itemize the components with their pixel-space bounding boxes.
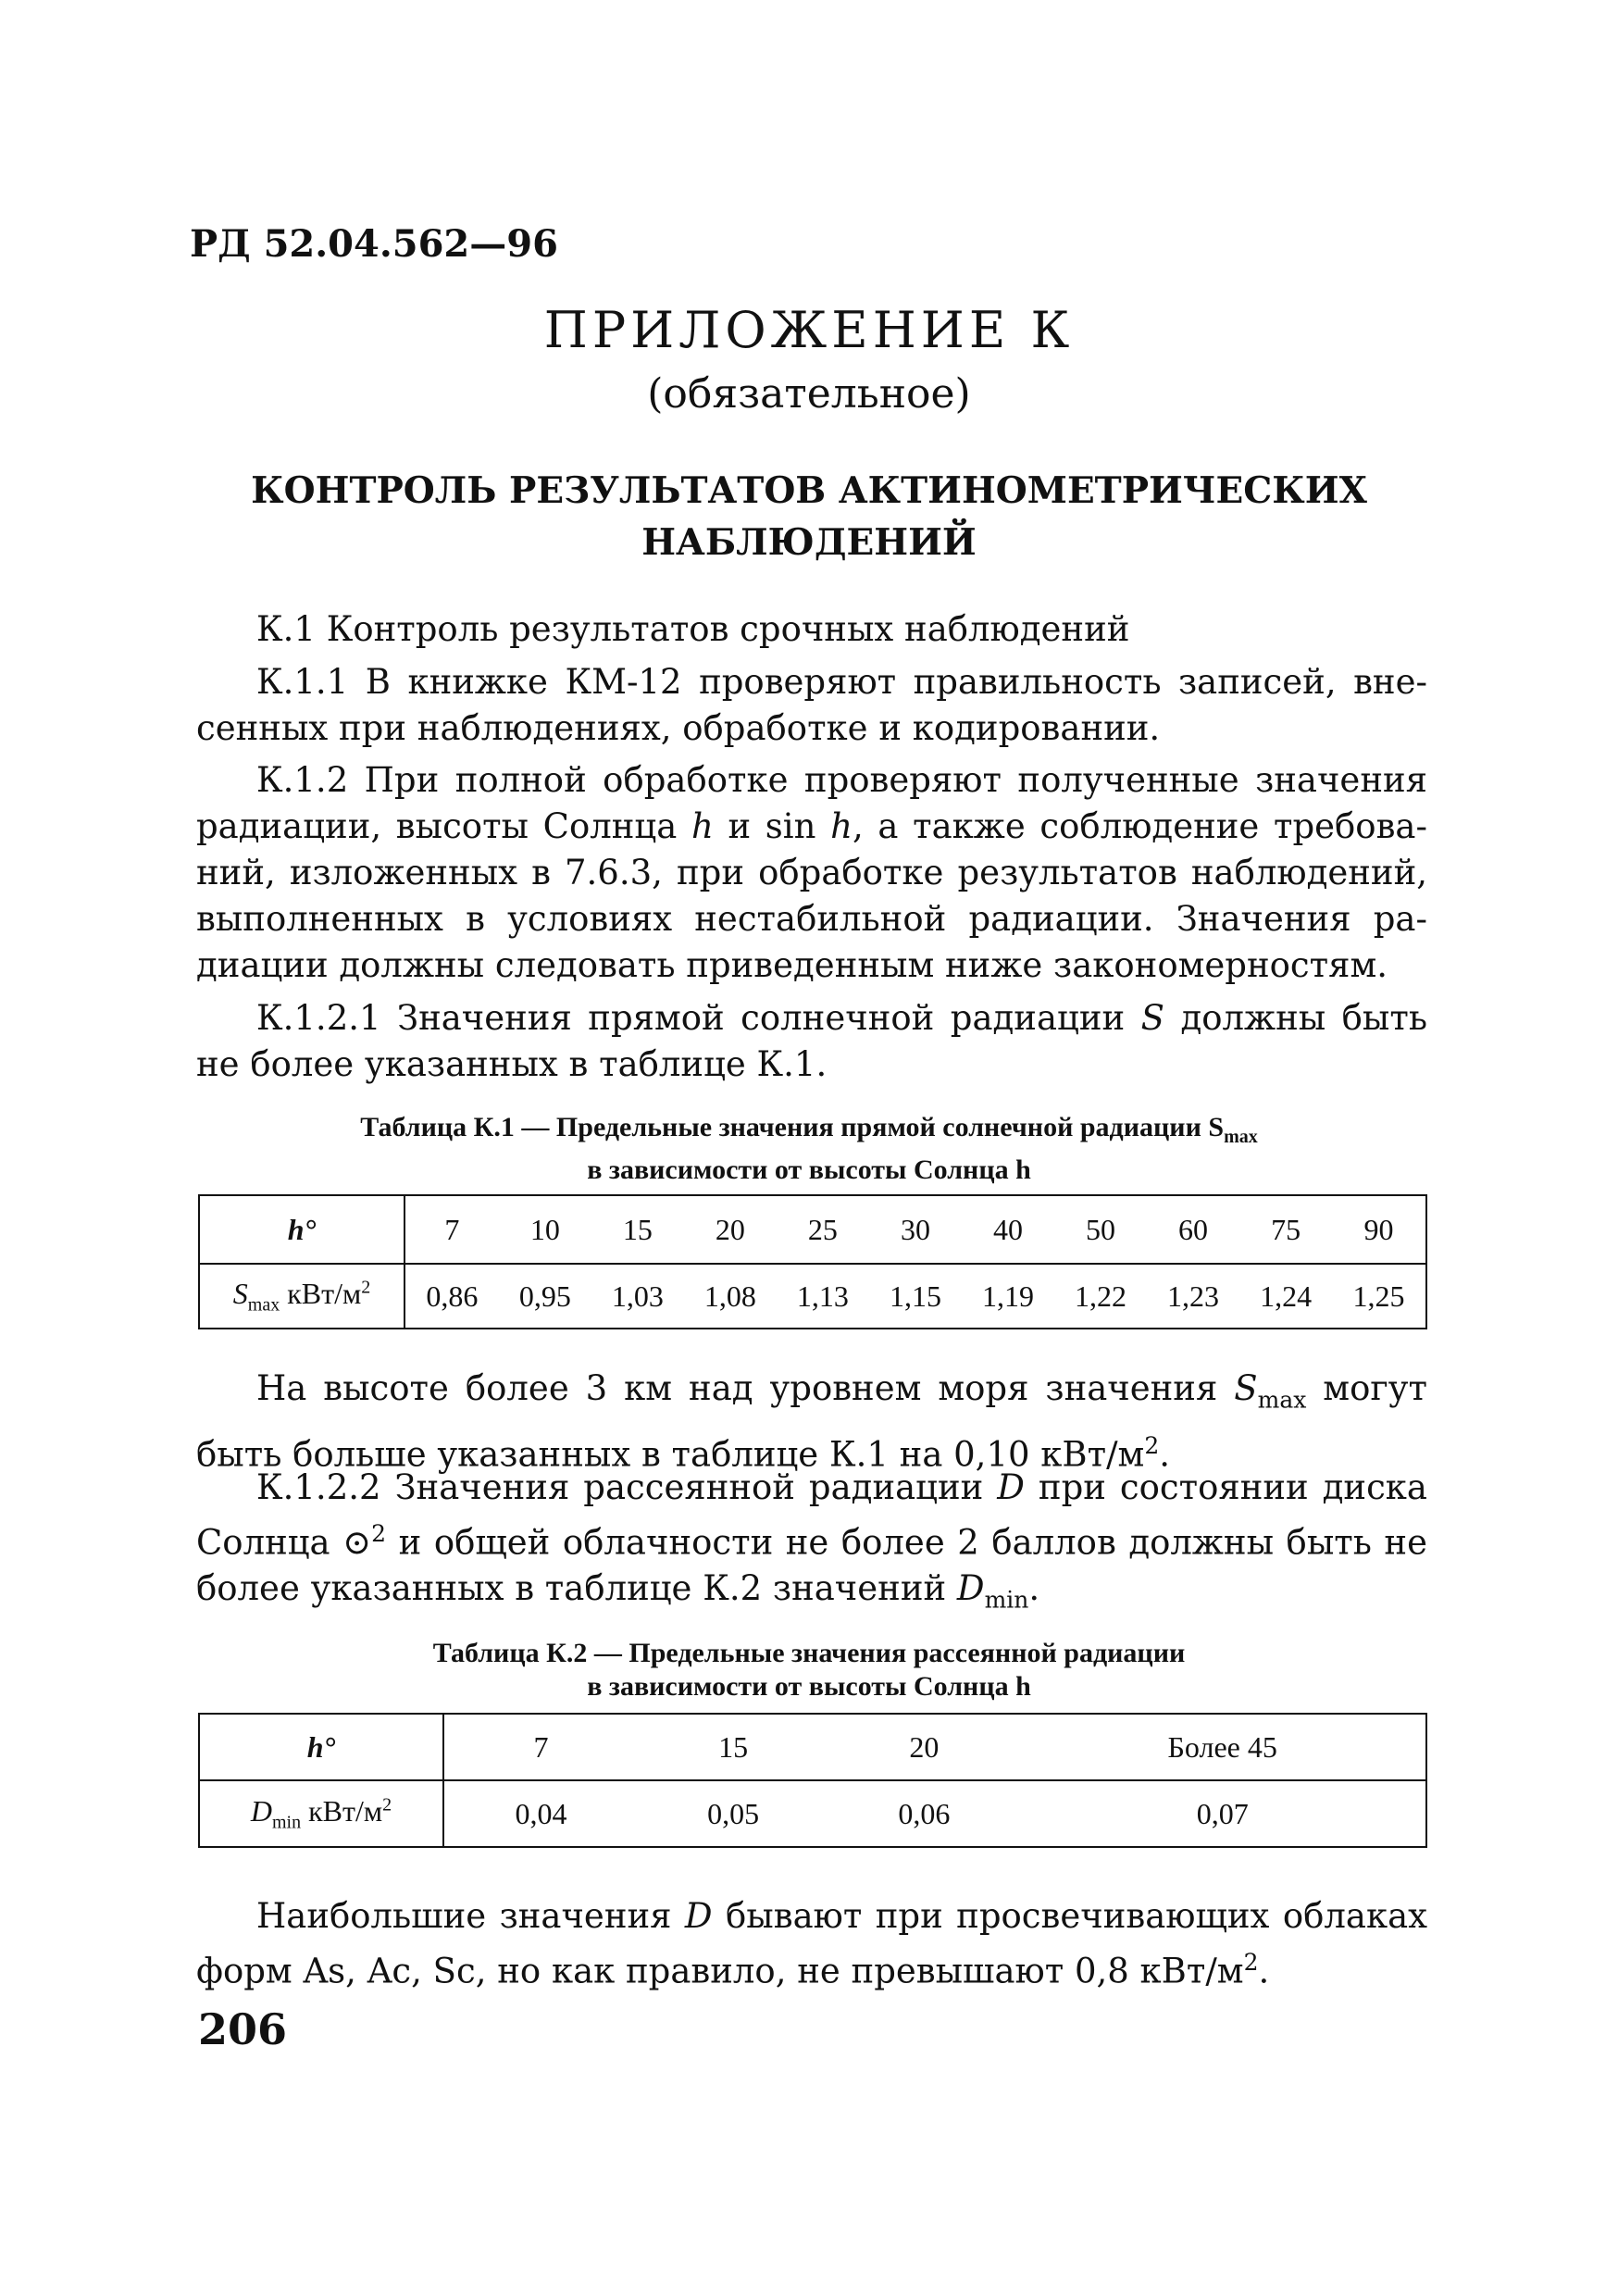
table-k1-value: 1,08 xyxy=(684,1264,777,1329)
table-k1-value-label: $S_{max}$ кВт/$м^2$ xyxy=(199,1264,404,1329)
table-k1-value-row xyxy=(199,1264,1426,1329)
table-k1-value: 0,95 xyxy=(499,1264,591,1329)
table-k2-height: 20 xyxy=(828,1714,1019,1780)
table-k2-value-row xyxy=(199,1780,1426,1847)
table-k2-value-label: $D_{min}$ кВт/$м^2$ xyxy=(199,1780,443,1847)
table-k1-height: 10 xyxy=(499,1195,591,1264)
table-k2-height: Более 45 xyxy=(1019,1714,1426,1780)
paragraph-final: Наибольшие значения D бывают при просвечивающих облаках форм As, Ac, Sc, но как правило, не превышают 0,8 кВт/$м^2$. xyxy=(196,1896,1427,1991)
table-k2-height: 7 xyxy=(443,1714,638,1780)
table-k2-value: 0,06 xyxy=(828,1780,1019,1847)
table-k2-height: 15 xyxy=(638,1714,828,1780)
table-k2 xyxy=(198,1713,1427,1848)
table-k1-value: 1,24 xyxy=(1239,1264,1332,1329)
table-k1-value: 1,03 xyxy=(591,1264,684,1329)
table-k1 xyxy=(198,1194,1427,1329)
appendix-title: ПРИЛОЖЕНИЕ К xyxy=(543,301,1075,359)
table-k1-height: 75 xyxy=(1239,1195,1332,1264)
table-k1-height: 7 xyxy=(404,1195,499,1264)
table-k2-row-label: h° xyxy=(199,1714,443,1780)
table-k1-height: 50 xyxy=(1054,1195,1147,1264)
table-k1-height: 20 xyxy=(684,1195,777,1264)
table-k1-height: 90 xyxy=(1332,1195,1426,1264)
sun-disk-symbol: ⊙ xyxy=(342,1522,372,1563)
document-code: РД 52.04.562—96 xyxy=(190,222,558,266)
table-k1-height: 60 xyxy=(1147,1195,1239,1264)
page-number: 206 xyxy=(198,2004,288,2054)
paragraph-k1-2-1: К.1.2.1 Значения прямой солнечной радиации S должны быть не более указанных в таблице К.1. xyxy=(196,998,1427,1084)
table-k1-value: 1,22 xyxy=(1054,1264,1147,1329)
table-k1-height: 40 xyxy=(962,1195,1054,1264)
paragraph-k1-1: К.1.1 В книжке КМ-12 проверяют правильность записей, внесенных при наблюдениях, обработке и кодировании. xyxy=(196,662,1427,748)
appendix-subtitle: (обязательное) xyxy=(647,370,971,418)
table-k1-height: 15 xyxy=(591,1195,684,1264)
table-k1-height: 25 xyxy=(777,1195,869,1264)
table-k2-height-row xyxy=(199,1714,1426,1780)
table-k2-caption: Таблица К.2 — Предельные значения рассеянной радиации в зависимости от высоты Солнца h xyxy=(432,1638,1186,1702)
table-k1-value: 1,13 xyxy=(777,1264,869,1329)
paragraph-k1-2: К.1.2 При полной обработке проверяют полученные значения радиации, высоты Солнца h и sin h, а также соблюдение требований, изложенных в 7.6.3, при обработке результатов наблюдений, выполненных в условиях нестабильной радиации. Значения радиации должны следовать приведенным ниже закономерностям. xyxy=(196,760,1427,985)
table-k1-height: 30 xyxy=(869,1195,962,1264)
table-k1-value: 1,19 xyxy=(962,1264,1054,1329)
table-k1-caption: Таблица К.1 — Предельные значения прямой солнечной радиации $S_{max}$ в зависимости от высоты Солнца h xyxy=(360,1112,1258,1185)
paragraph-k1: К.1 Контроль результатов срочных наблюдений xyxy=(256,609,1130,649)
table-k2-value: 0,04 xyxy=(443,1780,638,1847)
paragraph-k1-2-2: К.1.2.2 Значения рассеянной радиации D при состоянии диска Солнца ⊙$^2$ и общей облачности не более 2 баллов должны быть не более указанных в таблице К.2 значений $D_{min}$. xyxy=(196,1467,1427,1614)
table-k1-height-row xyxy=(199,1195,1426,1264)
section-title-line-1: КОНТРОЛЬ РЕЗУЛЬТАТОВ АКТИНОМЕТРИЧЕСКИХ xyxy=(251,469,1367,512)
paragraph-note-altitude: На высоте более 3 км над уровнем моря значения $S_{max}$ могут быть больше указанных в таблице К.1 на 0,10 кВт/$м^2$. xyxy=(196,1368,1427,1475)
table-k2-value: 0,07 xyxy=(1019,1780,1426,1847)
section-title-line-2: НАБЛЮДЕНИЙ xyxy=(641,521,977,564)
table-k1-row-label: h° xyxy=(199,1195,404,1264)
table-k2-value: 0,05 xyxy=(638,1780,828,1847)
table-k1-value: 1,23 xyxy=(1147,1264,1239,1329)
table-k1-value: 1,15 xyxy=(869,1264,962,1329)
table-k1-value: 0,86 xyxy=(404,1264,499,1329)
table-k1-value: 1,25 xyxy=(1332,1264,1426,1329)
section-title xyxy=(0,465,1618,568)
